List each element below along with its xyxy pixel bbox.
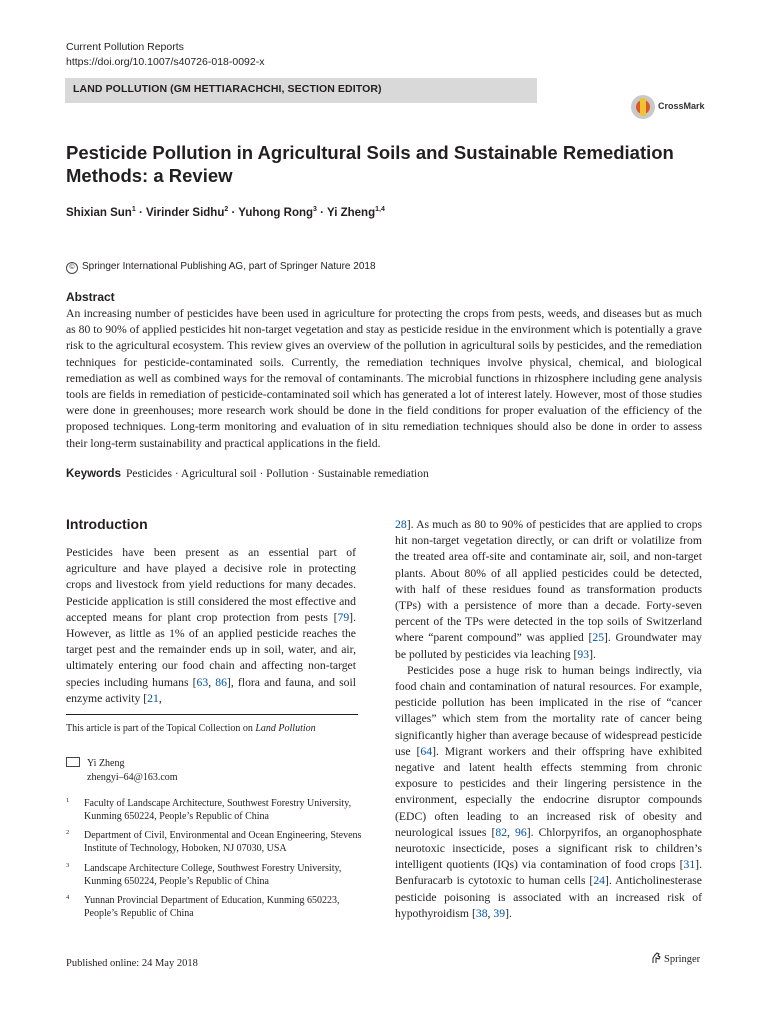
crossmark-badge[interactable] <box>629 93 705 123</box>
introduction-heading: Introduction <box>66 516 148 532</box>
abstract-text: An increasing number of pesticides have been used in agriculture for protecting the crops from pests, weeds, and diseases but as much as 80 to 90% of applied pesticides hit non-target vegetation and stay as pesticide residue in the environment which is potentially a grave risk to the agricultural ecosystem. This review gives an overview of the pollution in agricultural soils by pesticides, and the remediation techniques for pesticide-contaminated soils. Currently, the remediation techniques involve physical, chemical, and biological remediation as well as combined ways for the removal of contaminants. The microbial functions in rhizosphere including gene analysis tools are fields in remediation of pesticide-contaminated soil which has generated a lot of interest lately. However, most of those studies were done in greenhouses; more research work should be done in the field conditions for proper evaluation of the efficiency of the proposed techniques. Long-term monitoring and evaluation of in situ remediation techniques should also be done in order to assess their long-term sustainability and practical applications in the field. <box>66 307 702 450</box>
section-banner <box>65 78 537 103</box>
doi-link[interactable]: https://doi.org/10.1007/s40726-018-0092-x <box>66 56 265 68</box>
published-date: Published online: 24 May 2018 <box>66 958 198 969</box>
citation-link[interactable]: 21 <box>147 691 159 705</box>
affiliation-text: Landscape Architecture College, Southwest Forestry University, Kunming 650224, People’s Republic of China <box>84 863 342 887</box>
publisher-name: Springer <box>664 954 701 965</box>
author-affiliation: 3 <box>313 206 317 213</box>
abstract-heading: Abstract <box>66 290 115 304</box>
crossmark-label: CrossMark <box>658 101 705 111</box>
author-affiliation: 1 <box>131 206 136 213</box>
journal-name: Current Pollution Reports <box>66 41 184 53</box>
corresponding-author <box>66 757 178 785</box>
keywords-label: Keywords <box>66 468 121 480</box>
citation-link[interactable]: 82 <box>495 825 508 839</box>
section-label: LAND POLLUTION (GM HETTIARACHCHI, SECTION EDITOR) <box>73 83 382 95</box>
copyright-line <box>66 261 376 274</box>
author-affiliation: 2 <box>224 206 229 213</box>
author-affiliation: 1,4 <box>375 206 385 213</box>
citation-link[interactable]: 31 <box>683 858 696 872</box>
citation-link[interactable]: 28 <box>395 518 407 531</box>
affiliation-item <box>66 797 366 823</box>
envelope-icon <box>66 757 80 767</box>
copyright-icon: © <box>66 262 78 274</box>
citation-link[interactable]: 63 <box>196 675 209 689</box>
intro-paragraph: Pesticides pose a huge risk to human beings indirectly, via food chain and contamination of natural resources. For example, pesticide pollution has been implicated in the rise of “cancer villages” which stem from the mortality rate of cancer being significantly higher than average because of widespread pesticide use [64]. Migrant workers and their offspring have exhibited negative and latent health effects stemming from chronic exposure to pesticides and their lingering persistence in the environment, especially the endocrine disruptor compounds (EDC) often leading to an increased risk of obesity and neurological issues [82, 96]. Chlorpyrifos, an organophosphate neurotoxic insecticide, poses a significant risk to children’s intelligent quotients (IQs) via contamination of food crops [31]. Benfuracarb is cytotoxic to human cells [24]. Anticholinesterase pesticide poisoning is associated with an increased risk of hypothyroidism [38, 39]. <box>395 663 702 920</box>
intro-right-column <box>395 517 702 922</box>
springer-horse-icon <box>651 952 661 964</box>
affiliation-text: Faculty of Landscape Architecture, Southwest Forestry University, Kunming 650224, People’s Republic of China <box>84 798 352 822</box>
topical-collection-name[interactable]: Land Pollution <box>255 723 316 734</box>
affiliation-item <box>66 894 366 920</box>
citation-link[interactable]: 93 <box>577 647 590 661</box>
author-name[interactable]: Yuhong Rong <box>238 207 314 219</box>
affiliation-number: 2 <box>66 829 70 836</box>
author-name[interactable]: Virinder Sidhu <box>145 207 225 219</box>
citation-link[interactable]: 96 <box>515 825 527 839</box>
citation-link[interactable]: 24 <box>593 874 605 888</box>
citation-link[interactable]: 86 <box>215 675 227 689</box>
publisher-logo <box>651 952 700 965</box>
intro-left-column: Pesticides have been present as an essential part of agriculture and have played a decisive role in protecting crops and livestock from yield reductions for many decades. Pesticide application is still considered the most effective and accepted means for plant crop protection from pests [79]. However, as little as 1% of an applied pesticide reaches the target pest and the remainder ends up in soil, water, and air, ultimately entering our food chain and affecting non-target species including humans [63, 86], flora and fauna, and soil enzyme activity [21, <box>66 546 357 705</box>
citation-link[interactable]: 25 <box>592 631 605 645</box>
intro-paragraph: 28]. As much as 80 to 90% of pesticides that are applied to crops hit non-target vegetation directly, or can drift or volatilize from the treated area off-site and contaminate air, soil, and non-target plants. About 80% of all applied pesticides could be detected, with half of these residues found as transformation products (TPs) with a persistence of more than a decade. Forty-seven percent of the TPs were detected in the top soils of Switzerland where “parent compound” was applied [25]. Groundwater may be polluted by pesticides via leaching [93]. <box>395 518 702 661</box>
topical-collection-note: This article is part of the Topical Collection on Land Pollution <box>66 723 316 734</box>
author-name[interactable]: Yi Zheng <box>326 207 376 219</box>
affiliation-item <box>66 829 366 855</box>
citation-link[interactable]: 79 <box>337 610 350 624</box>
affiliation-number: 3 <box>66 862 70 869</box>
affiliation-item <box>66 862 366 888</box>
citation-link[interactable]: 38 <box>475 906 488 920</box>
copyright-text: Springer International Publishing AG, part of Springer Nature 2018 <box>82 261 376 272</box>
author-name[interactable]: Shixian Sun <box>66 207 132 219</box>
keywords-list: Pesticides · Agricultural soil · Pollution · Sustainable remediation <box>125 468 429 480</box>
citation-link[interactable]: 64 <box>420 744 433 758</box>
contact-email[interactable]: zhengyi–64@163.com <box>87 772 178 783</box>
citation-link[interactable]: 39 <box>493 906 506 920</box>
affiliation-number: 4 <box>66 894 70 901</box>
affiliation-text: Yunnan Provincial Department of Education, Kunming 650223, People’s Republic of China <box>84 895 340 919</box>
affiliation-text: Department of Civil, Environmental and Ocean Engineering, Stevens Institute of Technology, Hoboken, NJ 07030, USA <box>84 830 362 854</box>
contact-name: Yi Zheng <box>87 758 125 769</box>
affiliation-number: 1 <box>66 797 70 804</box>
crossmark-icon <box>631 95 655 119</box>
article-title: Pesticide Pollution in Agricultural Soils and Sustainable Remediation Methods: a Review <box>66 142 674 186</box>
author-list: Shixian Sun$^1$ · Virinder Sidhu$^2$ · Yuhong Rong$^3$ · Yi Zheng$^{1,4}$ <box>66 206 385 219</box>
keywords-line <box>66 468 429 480</box>
footnote-divider <box>66 714 358 715</box>
